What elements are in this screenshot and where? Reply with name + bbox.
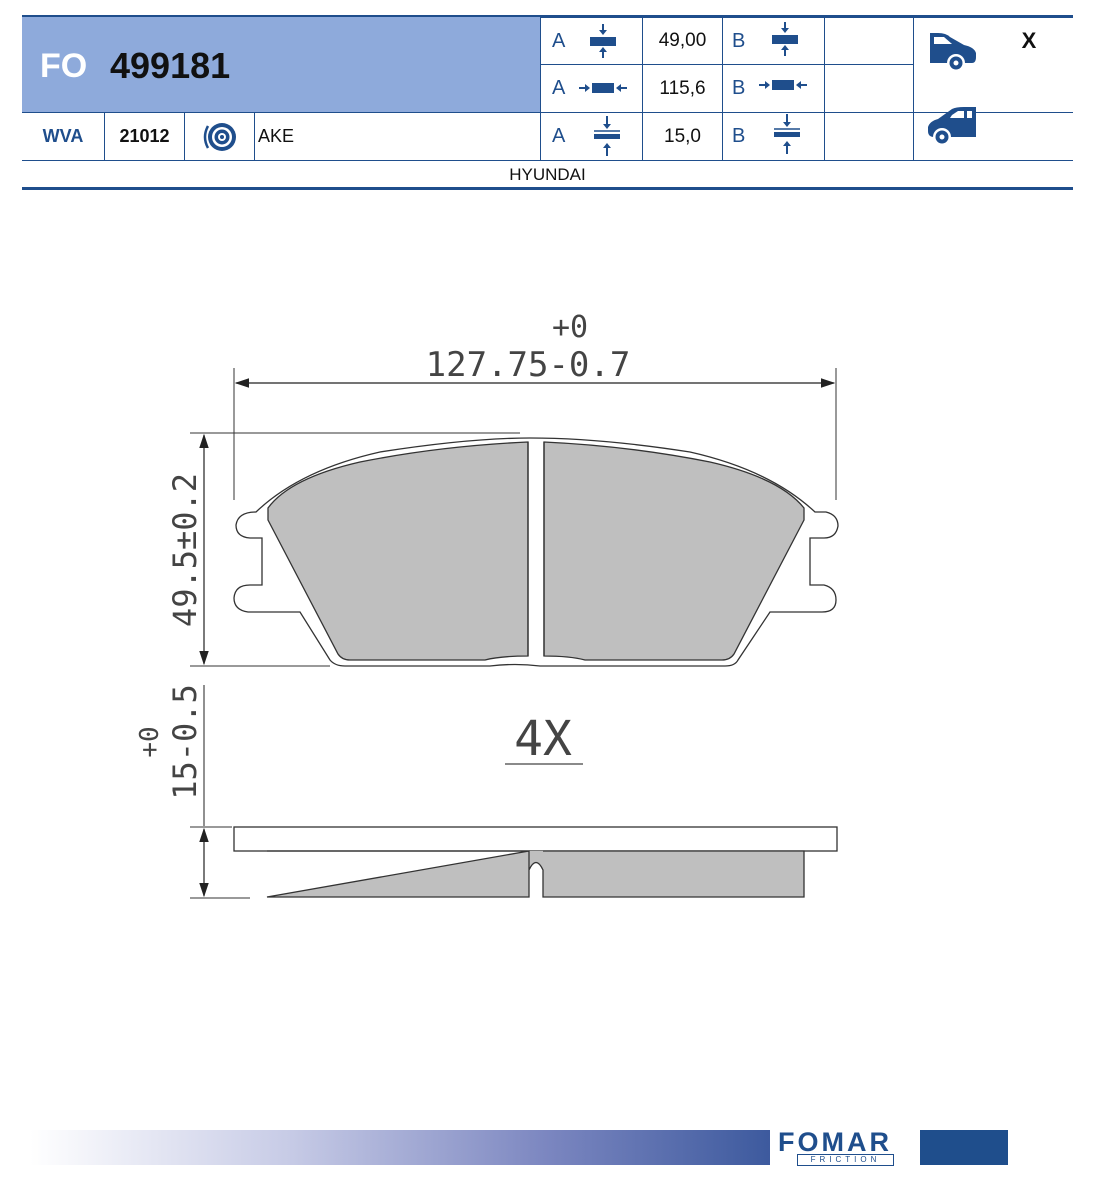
footer-gradient-bar [30, 1130, 770, 1165]
friction-logo-subtitle: FRICTION [797, 1154, 894, 1166]
wva-label: WVA [42, 126, 84, 146]
dim-b-letter-row1: B [732, 29, 746, 52]
front-axle-mark: X [1021, 28, 1037, 53]
product-reference: 499181 [110, 45, 231, 86]
dim-a-letter-row2: A [552, 77, 566, 99]
backing-plate-side [234, 827, 837, 851]
dim-a-value-row2: 115,6 [659, 77, 706, 99]
wva-number: 21012 [119, 126, 170, 146]
height-dimension-text: 49.5±0.2 [166, 472, 204, 628]
dim-a-value-row3: 15,0 [664, 125, 701, 147]
width-dimension-text: 127.75-0.7 [425, 345, 631, 385]
friction-pad-right [544, 442, 804, 660]
friction-pad-side [267, 851, 804, 897]
dim-a-letter-row1: A [552, 29, 566, 52]
friction-pad-left [268, 442, 528, 660]
dim-a-value-row1: 49,00 [658, 30, 707, 51]
dim-b-letter-row3: B [732, 125, 746, 147]
footer-logo-block [920, 1130, 1008, 1165]
quantity-text: 4X [514, 711, 572, 767]
brand-label: HYUNDAI [509, 165, 586, 184]
thickness-tolerance-text: +0 [135, 726, 165, 758]
thickness-dimension-text: 15-0.5 [166, 684, 204, 800]
product-prefix: FO [40, 47, 88, 85]
fomar-logo: FOMAR [778, 1127, 892, 1157]
system-label: AKE [258, 126, 295, 146]
width-tolerance-text: +0 [551, 310, 589, 345]
dim-b-letter-row2: B [732, 77, 746, 99]
dim-a-letter-row3: A [552, 125, 566, 147]
